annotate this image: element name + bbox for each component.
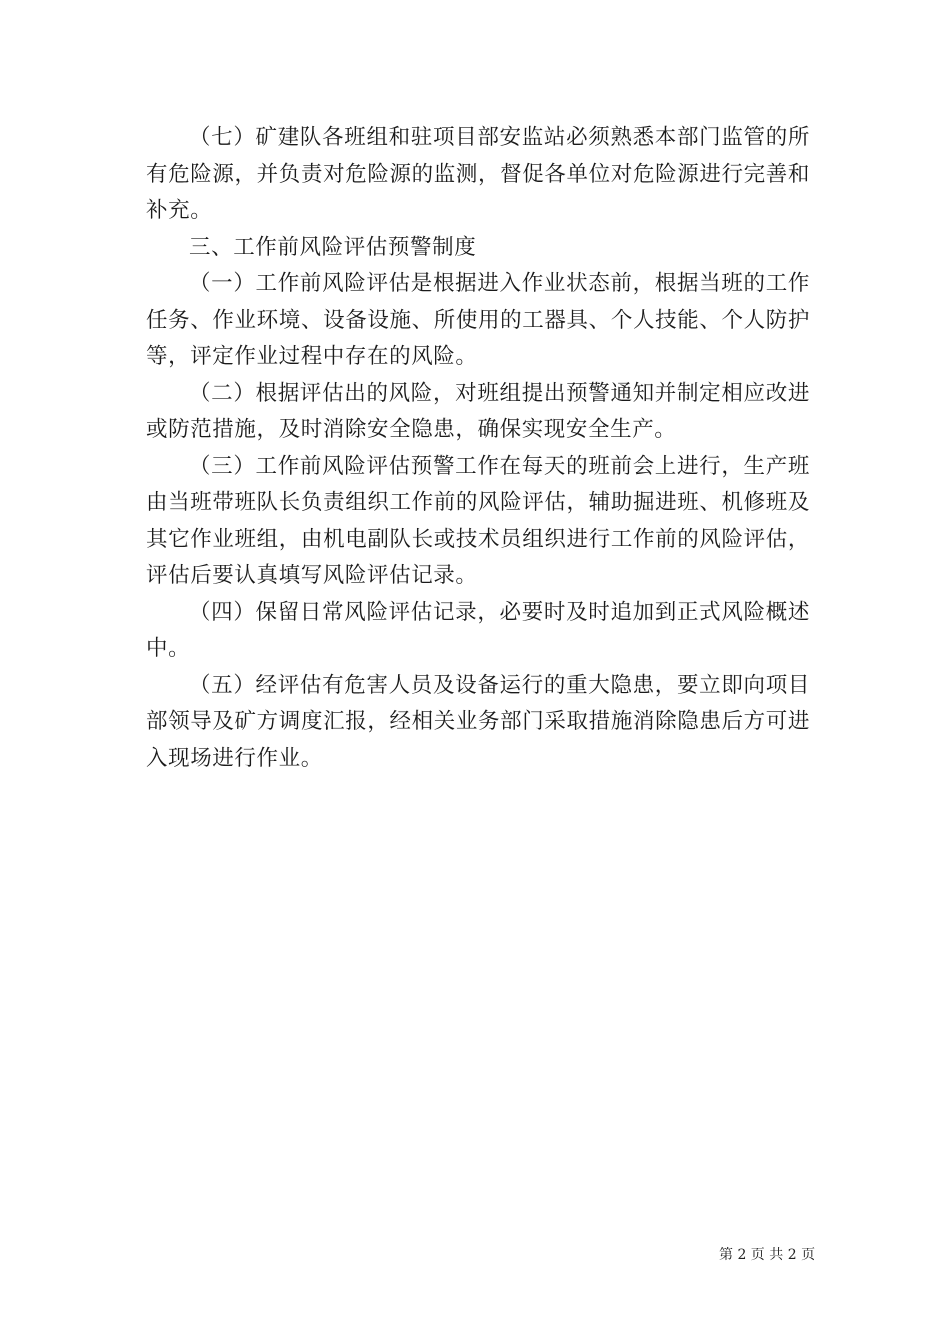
paragraph-4-keep-records: （四）保留日常风险评估记录，必要时及时追加到正式风险概述中。	[146, 599, 810, 661]
document-body	[146, 120, 810, 777]
paragraph-2-warning-measures: （二）根据评估出的风险，对班组提出预警通知并制定相应改进或防范措施，及时消除安全隐患，确保实现安全生产。	[146, 380, 810, 442]
paragraph-7-hazard-monitoring: （七）矿建队各班组和驻项目部安监站必须熟悉本部门监管的所有危险源，并负责对危险源的监测，督促各单位对危险源进行完善和补充。	[146, 125, 810, 223]
page-number-footer: 第 2 页 共 2 页	[719, 1247, 816, 1263]
paragraph-5-major-hazard-report: （五）经评估有危害人员及设备运行的重大隐患，要立即向项目部领导及矿方调度汇报，经相关业务部门采取措施消除隐患后方可进入现场进行作业。	[146, 672, 810, 771]
paragraph-3-pre-shift-meeting: （三）工作前风险评估预警工作在每天的班前会上进行，生产班由当班带班队长负责组织工作前的风险评估，辅助掘进班、机修班及其它作业班组，由机电副队长或技术员组织进行工作前的风险评估，评估后要认真填写风险评估记录。	[146, 453, 810, 588]
section-heading-risk-assessment: 三、工作前风险评估预警制度	[189, 234, 477, 260]
paragraph-1-assessment-definition: （一）工作前风险评估是根据进入作业状态前，根据当班的工作任务、作业环境、设备设施、所使用的工器具、个人技能、个人防护等，评定作业过程中存在的风险。	[146, 271, 810, 369]
